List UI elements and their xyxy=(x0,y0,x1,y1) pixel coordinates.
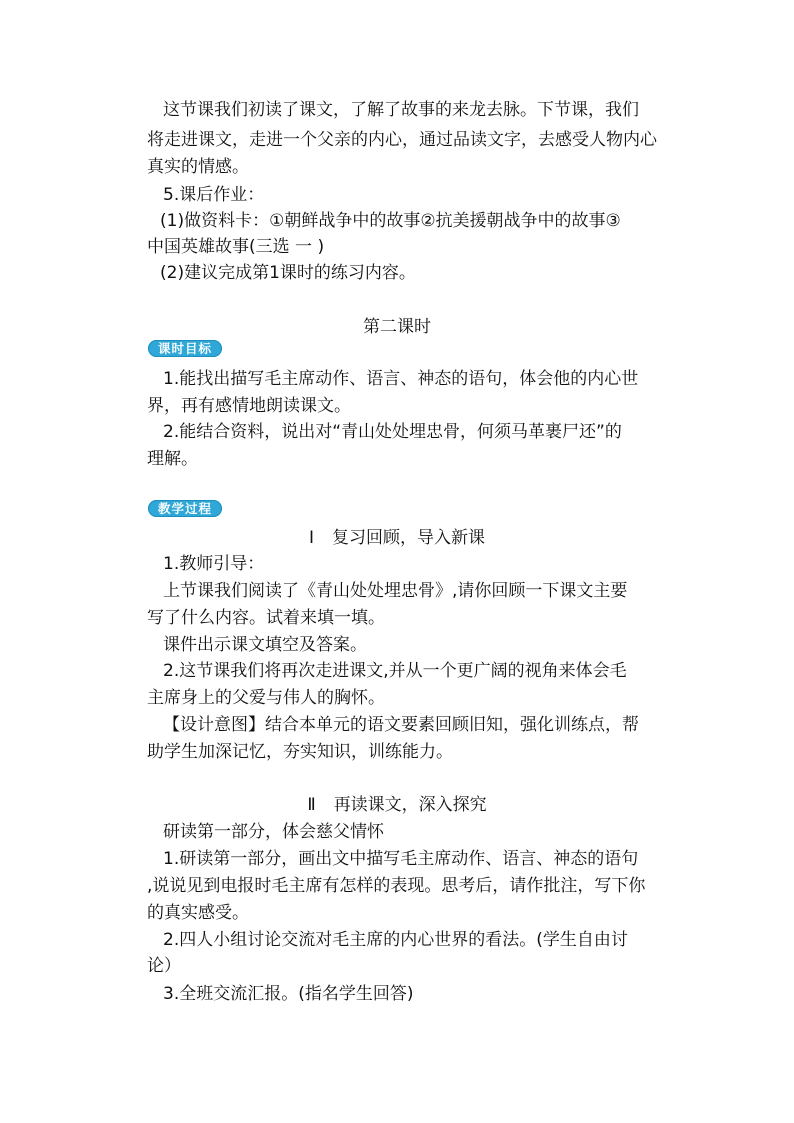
goal-line: 1.能找出描写毛主席动作、语言、神态的语句，体会他的内心世 xyxy=(163,369,639,389)
paragraph-line: 上节课我们阅读了《青山处处埋忠骨》,请你回顾一下课文主要 xyxy=(163,581,628,601)
paragraph-line: 2.这节课我们将再次走进课文,并从一个更广阔的视角来体会毛 xyxy=(163,661,627,681)
design-intent-line: 助学生加深记忆，夯实知识，训练能力。 xyxy=(147,742,453,762)
paragraph-line: 真实的情感。 xyxy=(147,157,249,177)
paragraph-line: 这节课我们初读了课文，了解了故事的来龙去脉。下节课，我们 xyxy=(163,100,639,120)
process-badge: 教学过程 xyxy=(148,500,222,517)
section-title: 复习回顾，导入新课 xyxy=(332,528,485,548)
goal-line: 理解。 xyxy=(147,449,198,469)
homework-item: 中国英雄故事(三选 一 ) xyxy=(147,237,325,257)
design-intent-line: 【设计意图】结合本单元的语文要素回顾旧知，强化训练点，帮 xyxy=(163,715,639,735)
section-heading xyxy=(0,794,794,816)
paragraph-line: 课件出示课文填空及答案。 xyxy=(163,635,367,655)
section-number: Ⅰ xyxy=(308,528,314,548)
homework-title: 5.课后作业： xyxy=(163,185,265,205)
paragraph-line: 1.教师引导： xyxy=(163,554,265,574)
homework-item: (2)建议完成第1课时的练习内容。 xyxy=(160,263,416,283)
section-heading xyxy=(0,527,794,549)
paragraph-line: 将走进课文，走进一个父亲的内心，通过品读文字，去感受人物内心 xyxy=(147,130,657,150)
paragraph-line: 3.全班交流汇报。(指名学生回答) xyxy=(163,984,414,1004)
paragraph-line: 的真实感受。 xyxy=(147,903,249,923)
section-number: Ⅱ xyxy=(307,795,316,815)
paragraph-line: 论） xyxy=(147,956,181,976)
homework-item: (1)做资料卡：①朝鲜战争中的故事②抗美援朝战争中的故事③ xyxy=(160,211,621,231)
paragraph-line: 研读第一部分，体会慈父情怀 xyxy=(163,822,384,842)
lesson-title: 第二课时 xyxy=(363,317,431,337)
paragraph-line: 主席身上的父爱与伟人的胸怀。 xyxy=(147,688,385,708)
goals-badge: 课时目标 xyxy=(148,340,222,357)
section-title: 再读课文，深入探究 xyxy=(333,795,487,815)
goal-line: 2.能结合资料，说出对“青山处处埋忠骨，何须马革裹尸还”的 xyxy=(163,422,622,442)
paragraph-line: 写了什么内容。试着来填一填。 xyxy=(147,608,385,628)
paragraph-line: 1.研读第一部分，画出文中描写毛主席动作、语言、神态的语句 xyxy=(163,849,639,869)
paragraph-line: ,说说见到电报时毛主席有怎样的表现。思考后，请作批注，写下你 xyxy=(147,876,646,896)
goal-line: 界，再有感情地朗读课文。 xyxy=(147,396,351,416)
paragraph-line: 2.四人小组讨论交流对毛主席的内心世界的看法。(学生自由讨 xyxy=(163,930,628,950)
